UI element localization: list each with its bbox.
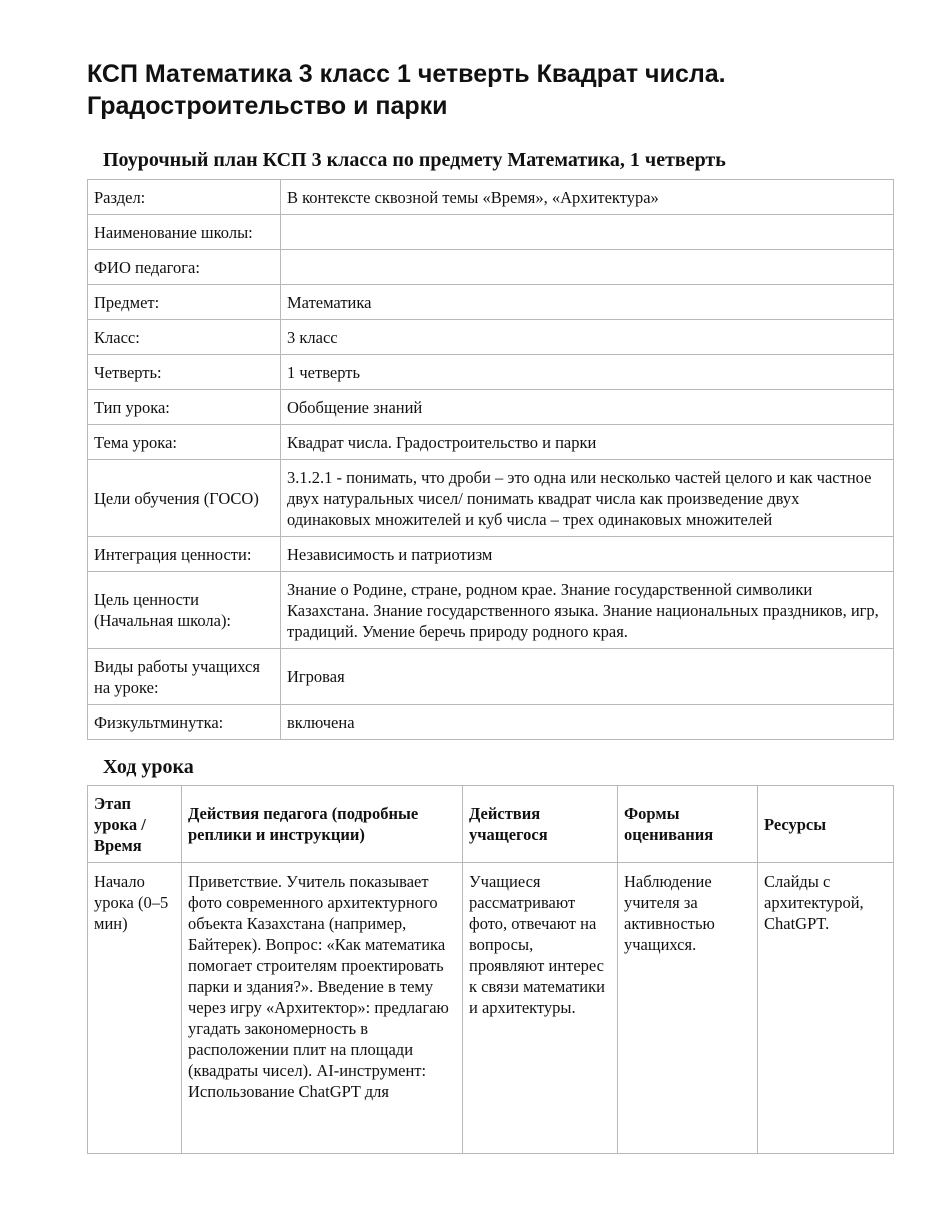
info-label: Физкультминутка: <box>88 705 281 740</box>
info-row-subject <box>88 285 894 320</box>
info-label: Тема урока: <box>88 425 281 460</box>
info-value: 1 четверть <box>281 355 894 390</box>
info-row-section <box>88 180 894 215</box>
info-label: Виды работы учащихся на уроке: <box>88 649 281 705</box>
column-header-stage: Этап урока / Время <box>88 786 182 863</box>
info-value: Обобщение знаний <box>281 390 894 425</box>
info-value <box>281 250 894 285</box>
info-row-lesson-type <box>88 390 894 425</box>
info-value: Игровая <box>281 649 894 705</box>
info-value: В контексте сквозной темы «Время», «Архитектура» <box>281 180 894 215</box>
info-label: Наименование школы: <box>88 215 281 250</box>
info-value: Независимость и патриотизм <box>281 537 894 572</box>
info-value <box>281 215 894 250</box>
plan-heading: Поурочный план КСП 3 класса по предмету Математика, 1 четверть <box>103 149 726 171</box>
info-row-teacher <box>88 250 894 285</box>
student-actions-cell: Учащиеся рассматривают фото, отвечают на вопросы, проявляют интерес к связи математики и архитектуры. <box>463 863 618 1154</box>
info-label: Тип урока: <box>88 390 281 425</box>
info-row-school <box>88 215 894 250</box>
info-row-work-types <box>88 649 894 705</box>
info-value: Квадрат числа. Градостроительство и парки <box>281 425 894 460</box>
info-label: ФИО педагога: <box>88 250 281 285</box>
lesson-flow-table <box>87 785 894 1154</box>
column-header-assessment: Формы оценивания <box>618 786 758 863</box>
info-row-value-goal <box>88 572 894 649</box>
info-value: включена <box>281 705 894 740</box>
info-value: 3 класс <box>281 320 894 355</box>
info-row-topic <box>88 425 894 460</box>
assessment-cell: Наблюдение учителя за активностью учащихся. <box>618 863 758 1154</box>
info-row-learning-goals <box>88 460 894 537</box>
info-label: Цель ценности (Начальная школа): <box>88 572 281 649</box>
resources-cell: Слайды с архитектурой, ChatGPT. <box>758 863 894 1154</box>
lesson-table-header-row <box>88 786 894 863</box>
stage-cell: Начало урока (0–5 мин) <box>88 863 182 1154</box>
column-header-teacher-actions: Действия педагога (подробные реплики и инструкции) <box>182 786 463 863</box>
info-label: Предмет: <box>88 285 281 320</box>
info-row-value-integration <box>88 537 894 572</box>
column-header-resources: Ресурсы <box>758 786 894 863</box>
teacher-actions-cell: Приветствие. Учитель показывает фото современного архитектурного объекта Казахстана (например, Байтерек). Вопрос: «Как математика помогает строителям проектировать парки и здания?». Введение в тему через игру «Архитектор»: предлагаю угадать закономерность в расположении плит на площади (квадраты чисел). AI-инструмент: Использование ChatGPT для <box>182 863 463 1154</box>
info-label: Раздел: <box>88 180 281 215</box>
info-value: Математика <box>281 285 894 320</box>
info-label: Интеграция ценности: <box>88 537 281 572</box>
lesson-flow-heading: Ход урока <box>103 756 194 778</box>
info-label: Четверть: <box>88 355 281 390</box>
table-row <box>88 863 894 1154</box>
info-label: Класс: <box>88 320 281 355</box>
column-header-student-actions: Действия учащегося <box>463 786 618 863</box>
document-title: КСП Математика 3 класс 1 четверть Квадрат числа. Градостроительство и парки <box>87 60 726 120</box>
info-row-quarter <box>88 355 894 390</box>
info-value: Знание о Родине, стране, родном крае. Знание государственной символики Казахстана. Знание государственного языка. Знание национальных праздников, игр, традиций. Умение беречь природу родного края. <box>281 572 894 649</box>
info-row-pe-break <box>88 705 894 740</box>
info-label: Цели обучения (ГОСО) <box>88 460 281 537</box>
info-value: 3.1.2.1 - понимать, что дроби – это одна или несколько частей целого и как частное двух натуральных чисел/ понимать квадрат числа как произведение двух одинаковых множителей и куб числа – трех одинаковых множителей <box>281 460 894 537</box>
info-row-grade <box>88 320 894 355</box>
lesson-info-table <box>87 179 894 740</box>
